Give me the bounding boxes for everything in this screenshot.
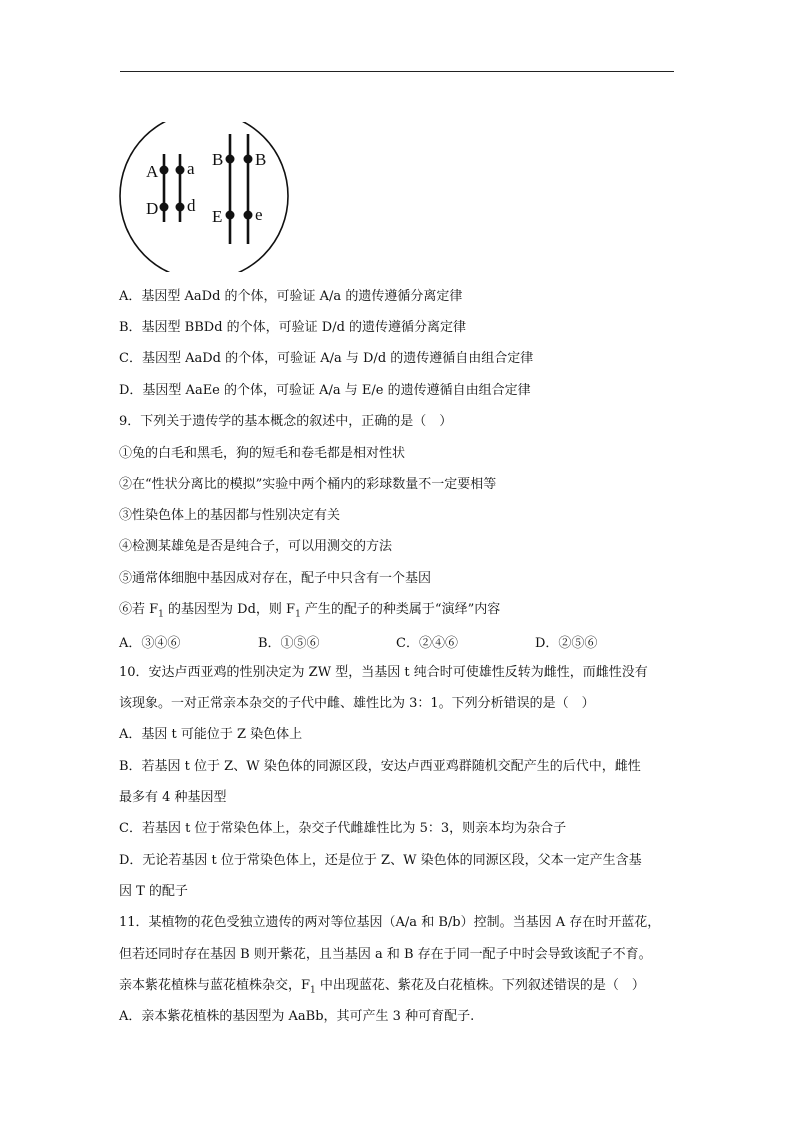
q8-option-b: B．基因型 BBDd 的个体，可验证 D/d 的遗传遵循分离定律 <box>119 320 467 335</box>
label-a: a <box>187 159 195 178</box>
q10-option-b-line-2: 最多有 4 种基因型 <box>119 790 227 805</box>
locus-E <box>226 211 235 220</box>
q10-option-a: A．基因 t 可能位于 Z 染色体上 <box>119 727 303 742</box>
q9-option-b: B．①⑤⑥ <box>258 636 320 651</box>
chromosome-cell-figure <box>118 122 294 272</box>
q9-option-a: A．③④⑥ <box>119 636 181 651</box>
q11-stem-line-1: 11．某植物的花色受独立遗传的两对等位基因（A/a 和 B/b）控制。当基因 A 存在时开蓝花， <box>119 915 661 930</box>
q11-option-a: A．亲本紫花植株的基因型为 AaBb，其可产生 3 种可育配子. <box>119 1009 475 1024</box>
locus-B1 <box>226 155 235 164</box>
q9-item-5: ⑤通常体细胞中基因成对存在，配子中只含有一个基因 <box>119 571 432 586</box>
locus-B2 <box>244 155 253 164</box>
label-D: D <box>146 199 159 218</box>
q9-item-3: ③性染色体上的基因都与性别决定有关 <box>119 508 341 523</box>
q9-item-1: ①兔的白毛和黑毛，狗的短毛和卷毛都是相对性状 <box>119 446 406 461</box>
locus-D <box>160 203 169 212</box>
label-E: E <box>212 207 223 226</box>
q10-option-c: C．若基因 t 位于常染色体上，杂交子代雌雄性比为 5：3，则亲本均为杂合子 <box>119 821 567 836</box>
cell-outline <box>120 122 288 272</box>
label-e: e <box>255 205 263 224</box>
locus-a <box>176 166 185 175</box>
q10-option-d-line-1: D．无论若基因 t 位于常染色体上，还是位于 Z、W 染色体的同源区段，父本一定产生含基 <box>119 853 642 868</box>
label-d: d <box>187 196 196 215</box>
q9-item-6: ⑥若 $F_1$ 的基因型为 Dd，则 $F_1$ 产生的配子的种类属于“演绎”内容 <box>119 602 501 620</box>
header-rule <box>120 71 674 72</box>
label-A: A <box>146 162 159 181</box>
q9-option-c: C．②④⑥ <box>396 636 458 651</box>
q8-option-c: C．基因型 AaDd 的个体，可验证 A/a 与 D/d 的遗传遵循自由组合定律 <box>119 351 534 366</box>
locus-A <box>160 166 169 175</box>
locus-d <box>176 203 185 212</box>
q11-stem-line-3: 亲本紫花植株与蓝花植株杂交，$F_1$ 中出现蓝花、紫花及白花植株。下列叙述错误的是（ ） <box>119 978 645 996</box>
q9-item-4: ④检测某雄兔是否是纯合子，可以用测交的方法 <box>119 539 393 554</box>
locus-e <box>244 211 253 220</box>
q11-stem-line-2: 但若还同时存在基因 B 则开紫花，且当基因 a 和 B 存在于同一配子中时会导致该配子不育。 <box>119 947 652 962</box>
q8-option-d: D．基因型 AaEe 的个体，可验证 A/a 与 E/e 的遗传遵循自由组合定律 <box>119 383 531 398</box>
q10-stem-line-2: 该现象。一对正常亲本杂交的子代中雌、雄性比为 3：1。下列分析错误的是（ ） <box>119 696 595 711</box>
q10-stem-line-1: 10．安达卢西亚鸡的性别决定为 ZW 型，当基因 t 纯合时可使雄性反转为雌性，而雌性没有 <box>119 665 648 680</box>
label-B-right: B <box>255 150 267 169</box>
label-B-left: B <box>212 150 224 169</box>
q10-option-b-line-1: B．若基因 t 位于 Z、W 染色体的同源区段，安达卢西亚鸡群随机交配产生的后代中，雌性 <box>119 759 641 774</box>
q9-options <box>119 634 699 654</box>
q9-stem: 9．下列关于遗传学的基本概念的叙述中，正确的是（ ） <box>119 414 453 429</box>
q8-option-a: A．基因型 AaDd 的个体，可验证 A/a 的遗传遵循分离定律 <box>119 289 463 304</box>
q9-option-d: D．②⑤⑥ <box>535 636 598 651</box>
q10-option-d-line-2: 因 T 的配子 <box>119 884 188 899</box>
q9-item-2: ②在“性状分离比的模拟”实验中两个桶内的彩球数量不一定要相等 <box>119 477 497 492</box>
